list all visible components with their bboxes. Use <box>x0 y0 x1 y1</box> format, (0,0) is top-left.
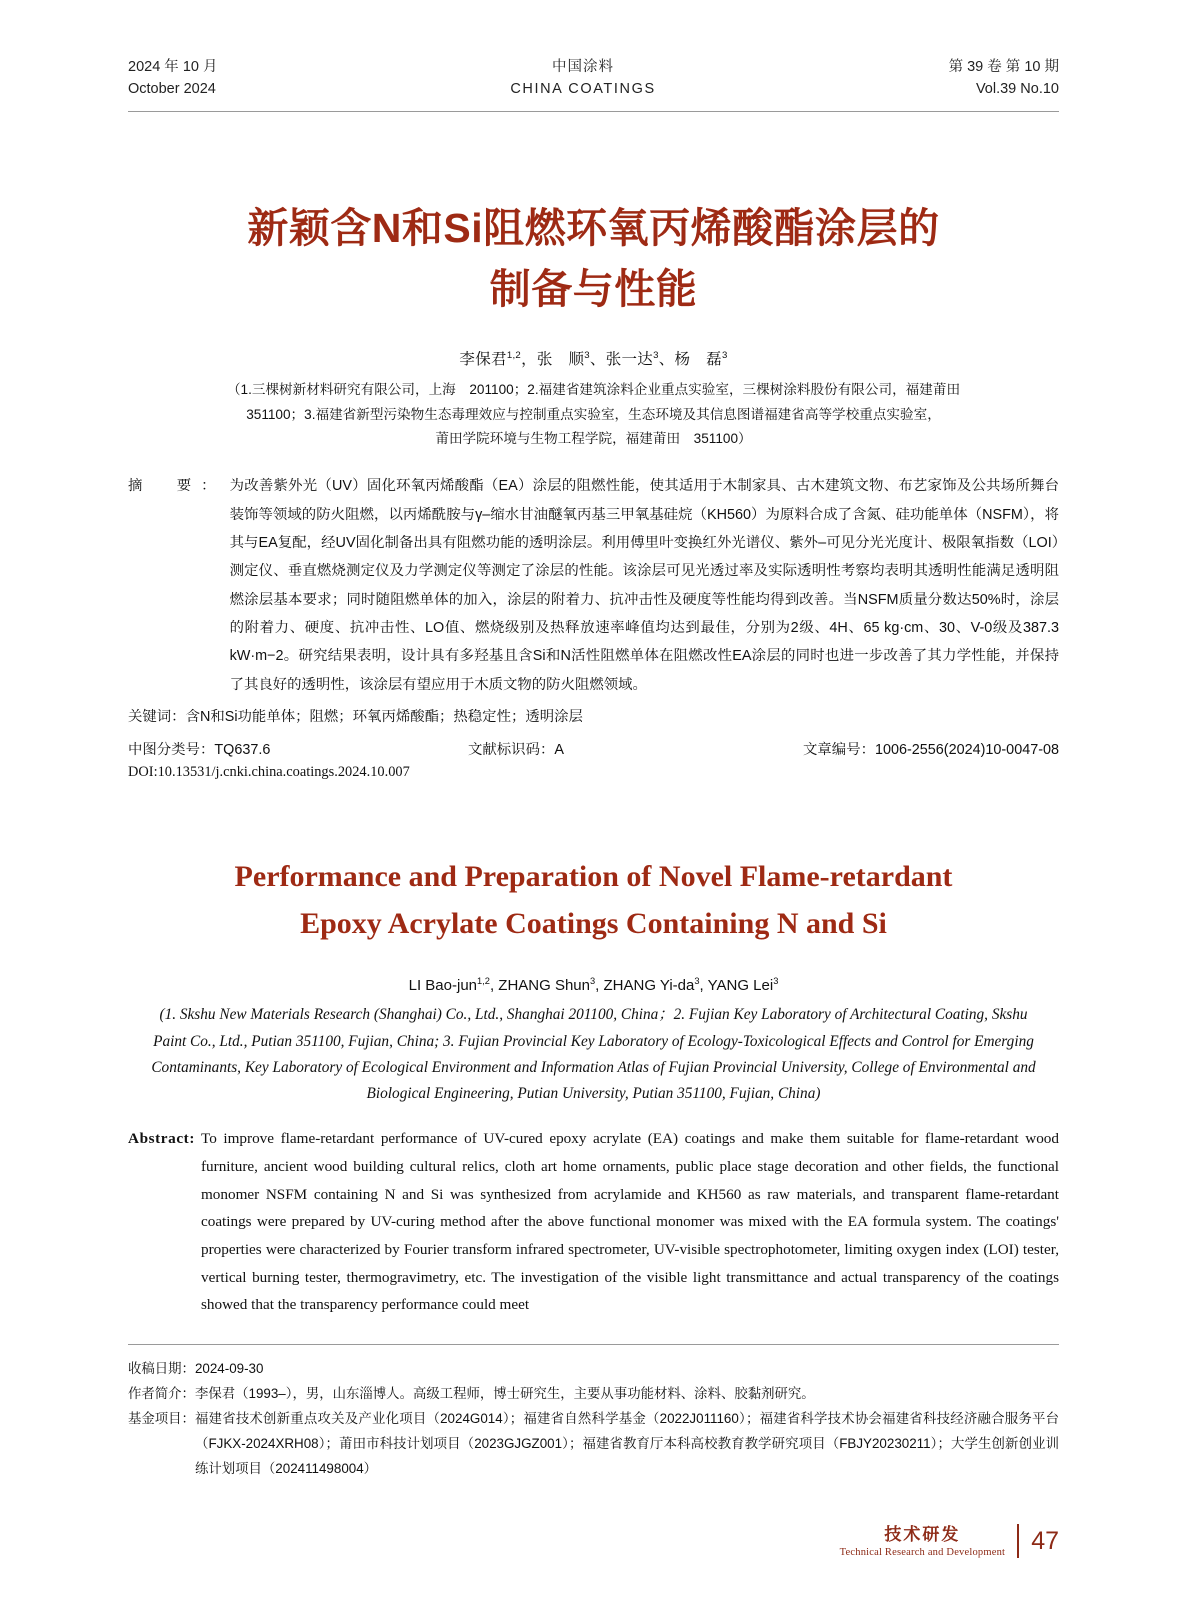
abstract-en-body: To improve flame-retardant performance of UV-cured epoxy acrylate (EA) coatings and make them suitable for flame-retardant wood furniture, ancient wood building cultural relics, cloth art home ornaments, public place stage decoration and other fields, the functional monomer NSFM containing N and Si was synthesized from acrylamide and KH560 as raw materials, and transparent flame-retardant coatings were prepared by UV-curing method after the above functional monomer was mixed with the EA formula system. The coatings' properties were characterized by Fourier transform infrared spectrometer, UV-visible spectrophotometer, limiting oxygen index (LOI) tester, vertical burning tester, thermogravimetry, etc. The investigation of the visible light transmittance and actual transparency of the coatings showed that the transparency performance could meet <box>200 1130 1059 1314</box>
abstract-en <box>128 1125 1059 1319</box>
title-en-line-2: Epoxy Acrylate Coatings Containing N and Si <box>300 906 887 940</box>
author-bio-value: 李保君（1993–），男，山东淄博人。高级工程师，博士研究生，主要从事功能材料、涂料、胶黏剂研究。 <box>194 1386 815 1402</box>
document-code: 文献标识码：A <box>468 741 564 758</box>
footnote-received <box>128 1357 1059 1382</box>
classification-codes <box>128 738 1059 762</box>
running-head-left <box>128 56 217 101</box>
footnote-author-bio <box>128 1382 1059 1407</box>
clc-code: 中图分类号：TQ637.6 <box>128 741 271 758</box>
section-label-en: Technical Research and Development <box>839 1547 1006 1558</box>
footnotes <box>128 1344 1059 1482</box>
journal-name-zh: 中国涂料 <box>552 59 615 75</box>
keywords-zh: 关键词：含N和Si功能单体；阻燃；环氧丙烯酸酯；热稳定性；透明涂层 <box>128 709 583 726</box>
article-id: 文章编号：1006-2556(2024)10-0047-08 <box>803 741 1059 758</box>
section-label <box>840 1524 1020 1558</box>
received-value: 2024-09-30 <box>194 1361 264 1377</box>
journal-name-en: CHINA COATINGS <box>510 81 656 98</box>
issue-date-zh: 2024 年 10 月 <box>128 59 218 75</box>
page-title-zh <box>128 198 1059 321</box>
funding-label: 基金项目： <box>128 1411 195 1427</box>
affiliation-zh-line-2: 351100；3.福建省新型污染物生态毒理效应与控制重点实验室，生态环境及其信息图谱福建省高等学校重点实验室， <box>246 406 941 422</box>
abstract-zh-body: 为改善紫外光（UV）固化环氧丙烯酸酯（EA）涂层的阻燃性能，使其适用于木制家具、古木建筑文物、布艺家饰及公共场所舞台装饰等领域的防火阻燃，以丙烯酰胺与γ–缩水甘油醚氧丙基三甲氧基硅烷（KH560）为原料合成了含氮、硅功能单体（NSFM），将其与EA复配，经UV固化制备出具有阻燃功能的透明涂层。利用傅里叶变换红外光谱仪、紫外–可见分光光度计、极限氧指数（LOI）测定仪、垂直燃烧测定仪及力学测定仪等测定了涂层的性能。该涂层可见光透过率及实际透明性考察均表明其透明性能满足透明阻燃涂层基本要求；同时随阻燃单体的加入，涂层的附着力、抗冲击性及硬度等性能均得到改善。当NSFM质量分数达50%时，涂层的附着力、硬度、抗冲击性、LO值、燃烧级别及热释放速率峰值均达到最佳，分别为2级、4H、65 kg·cm、30、V-0级及387.3 kW·m−2。研究结果表明，设计具有多羟基且含Si和N活性阻燃单体在阻燃改性EA涂层的同时也进一步改善了其力学性能，并保持了其良好的透明性，该涂层有望应用于木质文物的防火阻燃领域。 <box>229 478 1059 693</box>
abstract-zh <box>128 472 1059 699</box>
title-en-line-1: Performance and Preparation of Novel Flame-retardant <box>234 859 953 893</box>
issue-date-en: October 2024 <box>128 81 216 98</box>
title-zh-line-2: 制备与性能 <box>489 266 698 313</box>
page-title-en <box>128 853 1059 948</box>
author-bio-label: 作者简介： <box>128 1386 195 1402</box>
running-head-right <box>949 56 1059 101</box>
running-head-center <box>510 56 655 101</box>
authors-zh: 李保君$^{1,2}$，张 顺$^3$、张一达$^3$、杨 磊$^3$ <box>459 349 728 368</box>
page-footer <box>840 1524 1059 1558</box>
section-label-zh: 技术研发 <box>884 1525 961 1545</box>
volume-issue-zh: 第 39 卷 第 10 期 <box>948 59 1059 75</box>
affiliation-zh <box>128 378 1059 452</box>
running-head <box>128 0 1059 112</box>
affiliation-zh-line-3: 莆田学院环境与生物工程学院，福建莆田 351100） <box>435 431 752 447</box>
abstract-en-label: Abstract: <box>128 1130 195 1148</box>
title-zh-line-1: 新颖含N和Si阻燃环氧丙烯酸酯涂层的 <box>247 204 940 251</box>
authors-en: LI Bao-jun$^{1,2}$, ZHANG Shun$^3$, ZHANG $Yi-da^3$, YANG Lei$^3$ <box>408 976 779 995</box>
affiliation-zh-line-1: （1.三棵树新材料研究有限公司，上海 201100；2.福建省建筑涂料企业重点实验室，三棵树涂料股份有限公司，福建莆田 <box>226 381 961 397</box>
footnote-funding <box>128 1407 1059 1482</box>
volume-issue-en: Vol.39 No.10 <box>975 81 1059 98</box>
received-label: 收稿日期： <box>128 1361 195 1377</box>
funding-value: 福建省技术创新重点攻关及产业化项目（2024G014）；福建省自然科学基金（2022J011160）；福建省科学技术协会福建省科技经济融合服务平台（FJKX-2024XRH08）；莆田市科技计划项目（2023GJGZ001）；福建省教育厅本科高校教育教学研究项目（FBJY20230211）；大学生创新创业训练计划项目（202411498004） <box>194 1411 1059 1477</box>
abstract-zh-label: 摘 要： <box>128 478 226 495</box>
doi: DOI:10.13531/j.cnki.china.coatings.2024.10.007 <box>128 763 410 780</box>
page-number: 47 <box>1031 1526 1059 1555</box>
affiliation-en: (1. Skshu New Materials Research (Shanghai) Co., Ltd., Shanghai 201100, China；2. Fujian Key Laboratory of Architectural Coating, Skshu Paint Co., Ltd., Putian 351100, Fujian, China; 3. Fujian Provincial Key Laboratory of Ecology-Toxicological Effects and Control for Emerging Contaminants, Key Laboratory of Ecological Environment and Information Atlas of Fujian Provincial University, College of Environmental and Biological Engineering, Putian University, Putian 351100, Fujian, China) <box>151 1006 1036 1103</box>
